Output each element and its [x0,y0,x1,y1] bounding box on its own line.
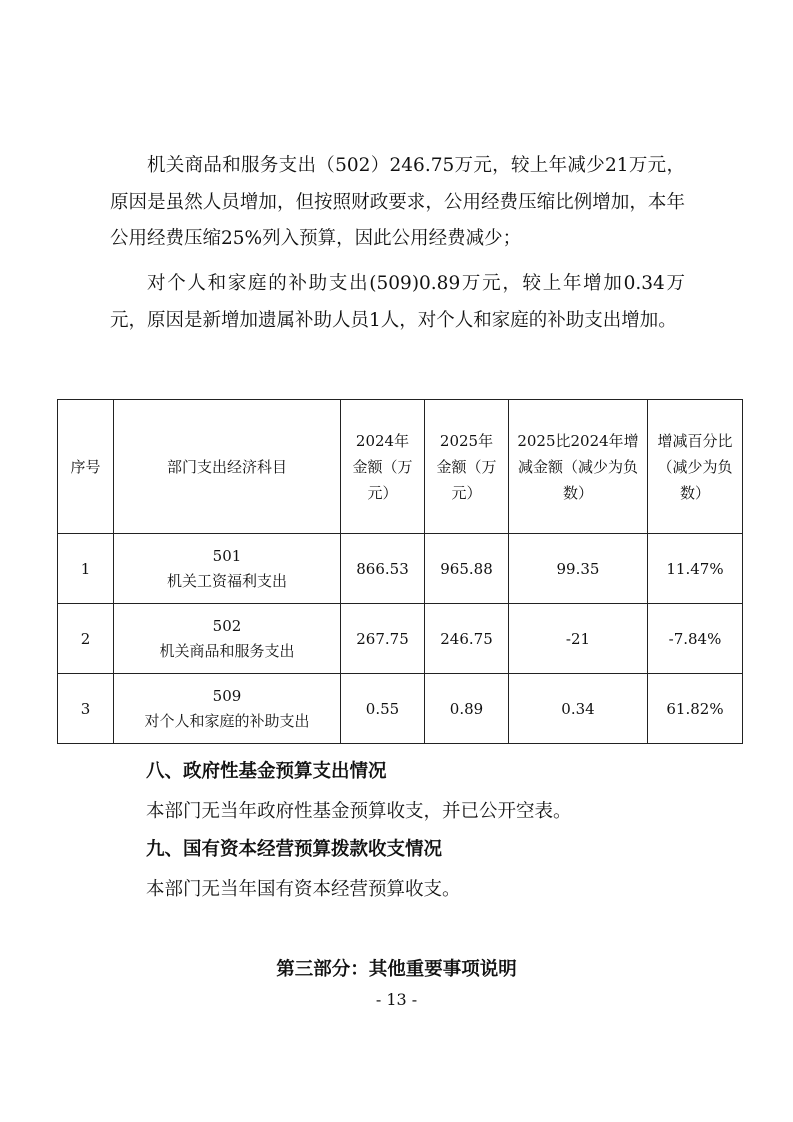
section-9-heading: 九、国有资本经营预算拨款收支情况 [146,839,443,860]
header-2025-amount: 2025年金额（万元） [425,400,509,534]
table-row [58,674,743,744]
table-header-row [58,400,743,534]
expenditure-table [57,399,743,744]
header-change-amount: 2025比2024年增减金额（减少为负数） [509,400,648,534]
row-change-percent: 61.82% [648,674,743,744]
row-2024-amount: 267.75 [341,604,425,674]
section-8-text: 本部门无当年政府性基金预算收支，并已公开空表。 [146,801,572,822]
row-2024-amount: 866.53 [341,534,425,604]
row-subject-code: 509 [212,686,242,705]
row-subject-name: 机关商品和服务支出 [159,641,295,660]
row-subject-name: 机关工资福利支出 [166,571,287,590]
row-2025-amount: 0.89 [425,674,509,744]
paragraph-household-subsidy: 对个人和家庭的补助支出(509)0.89万元，较上年增加0.34万元，原因是新增加遗属补助人员1人，对个人和家庭的补助支出增加。 [110,273,685,331]
row-change-amount: 99.35 [509,534,648,604]
row-subject-code: 502 [212,616,242,635]
row-subject-code: 501 [212,546,242,565]
row-change-amount: 0.34 [509,674,648,744]
row-seq: 2 [58,604,114,674]
row-subject [114,674,341,744]
header-subject: 部门支出经济科目 [114,400,341,534]
header-2024-amount: 2024年金额（万元） [341,400,425,534]
section-8-heading: 八、政府性基金预算支出情况 [146,761,387,782]
row-subject [114,604,341,674]
table-row [58,534,743,604]
section-9-text: 本部门无当年国有资本经营预算收支。 [146,879,461,900]
row-subject [114,534,341,604]
row-change-percent: -7.84% [648,604,743,674]
part-3-title: 第三部分：其他重要事项说明 [276,959,517,980]
header-change-percent: 增减百分比（减少为负数） [648,400,743,534]
row-2024-amount: 0.55 [341,674,425,744]
header-seq: 序号 [58,400,114,534]
row-seq: 3 [58,674,114,744]
row-seq: 1 [58,534,114,604]
table-row [58,604,743,674]
row-2025-amount: 965.88 [425,534,509,604]
row-subject-name: 对个人和家庭的补助支出 [144,711,310,730]
row-change-amount: -21 [509,604,648,674]
paragraph-commodity-services: 机关商品和服务支出（502）246.75万元，较上年减少21万元，原因是虽然人员增加，但按照财政要求，公用经费压缩比例增加，本年公用经费压缩25%列入预算，因此公用经费减少； [110,155,685,249]
row-2025-amount: 246.75 [425,604,509,674]
row-change-percent: 11.47% [648,534,743,604]
page-number: - 13 - [375,990,418,1009]
